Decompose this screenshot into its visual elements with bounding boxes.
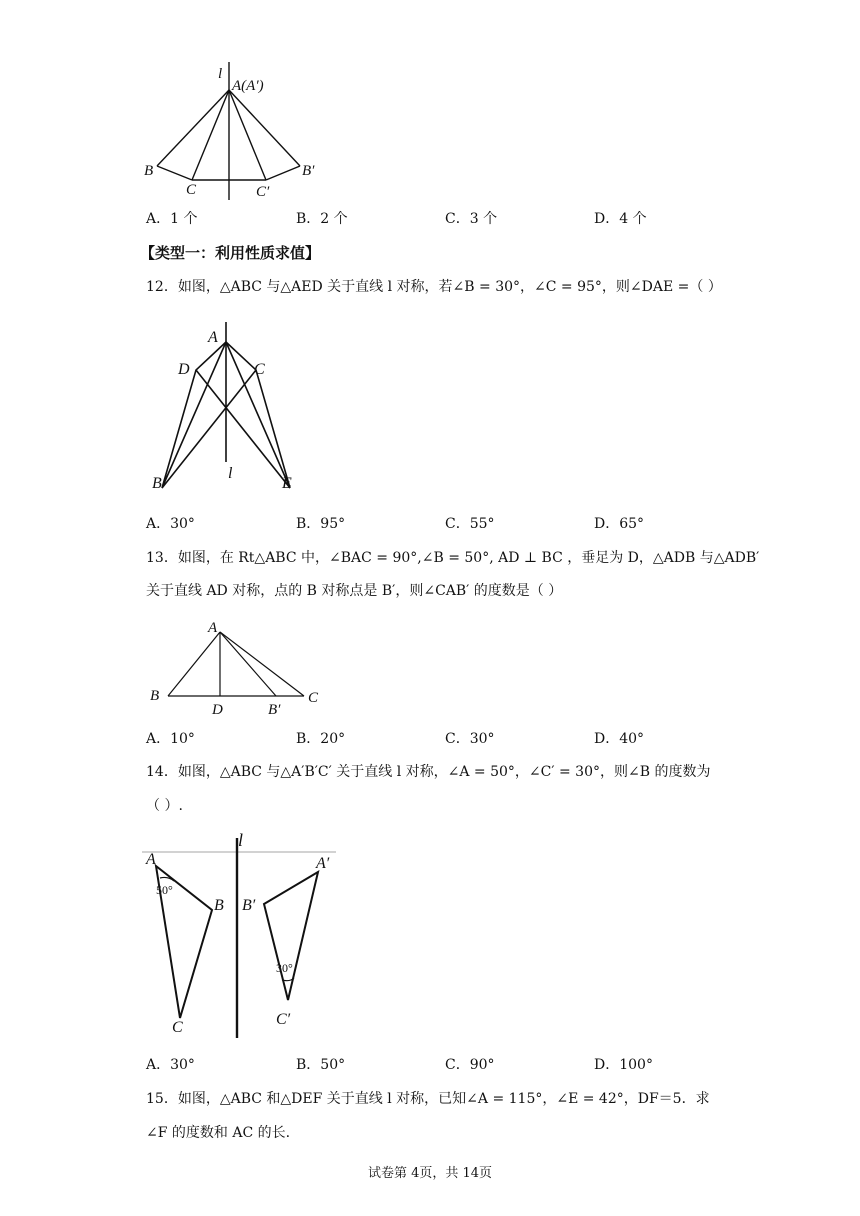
q11-option-a[interactable]: A．1 个 (146, 211, 198, 227)
label-a-prime: A′ (316, 855, 330, 872)
label-b: B (152, 475, 162, 492)
label-e: E (282, 475, 292, 492)
section-heading: 【类型一：利用性质求值】 (140, 244, 321, 262)
q13-option-b[interactable]: B．20° (296, 731, 346, 747)
label-d: D (212, 702, 223, 716)
label-b-prime: B′ (242, 897, 256, 914)
label-l: l (218, 66, 223, 82)
q14-stem-line1: 14．如图，△ABC 与△A′B′C′ 关于直线 l 对称，∠A = 50°，∠C′ = 30°，则∠B 的度数为 (146, 764, 711, 780)
q13-option-d[interactable]: D．40° (594, 731, 645, 747)
figure-q13 (146, 616, 326, 716)
q14-option-a[interactable]: A．30° (146, 1057, 195, 1073)
label-a: A (208, 329, 218, 346)
q13-stem-line2: 关于直线 AD 对称，点的 B 对称点是 B′，则∠CAB′ 的度数是（ ） (146, 583, 563, 599)
label-angle-a: 50° (156, 883, 173, 897)
label-angle-c-prime: 30° (276, 961, 293, 975)
q14-stem-line2: （ ）. (146, 798, 183, 814)
q13-stem-line1: 13．如图，在 Rt△ABC 中，∠BAC = 90°,∠B = 50°, AD ⊥ BC ，垂足为 D，△ADB 与△ADB′ (146, 550, 760, 566)
label-b: B (150, 688, 160, 704)
q11-option-b[interactable]: B．2 个 (296, 211, 348, 227)
label-b-prime: B′ (268, 702, 281, 716)
q14-option-d[interactable]: D．100° (594, 1057, 653, 1073)
q14-option-c[interactable]: C．90° (445, 1057, 495, 1073)
label-a: A (208, 620, 218, 636)
label-apex: A(A′) (232, 78, 264, 94)
q13-option-c[interactable]: C．30° (445, 731, 495, 747)
label-c: C (172, 1019, 183, 1036)
q12-option-b[interactable]: B．95° (296, 516, 346, 532)
label-c: C (254, 361, 265, 378)
q12-option-c[interactable]: C．55° (445, 516, 495, 532)
page-footer: 试卷第 4页，共 14页 (367, 1166, 493, 1181)
figure-q12 (148, 320, 308, 496)
label-l: l (238, 832, 244, 850)
label-l: l (228, 465, 233, 482)
q13-option-a[interactable]: A．10° (146, 731, 195, 747)
label-b: B (144, 163, 154, 179)
label-c: C (186, 182, 197, 198)
q12-option-d[interactable]: D．65° (594, 516, 645, 532)
q15-stem-line2: ∠F 的度数和 AC 的长. (146, 1125, 291, 1141)
figure-q11 (140, 62, 320, 202)
q11-option-c[interactable]: C．3 个 (445, 211, 498, 227)
figure-q14 (140, 832, 350, 1042)
q11-option-d[interactable]: D．4 个 (594, 211, 647, 227)
label-c: C (308, 690, 319, 706)
q12-option-a[interactable]: A．30° (146, 516, 195, 532)
label-c-prime: C′ (276, 1011, 291, 1028)
label-c-prime: C′ (256, 184, 270, 200)
label-b-prime: B′ (302, 163, 315, 179)
q12-stem: 12．如图，△ABC 与△AED 关于直线 l 对称，若∠B = 30°，∠C = 95°，则∠DAE =（ ） (146, 279, 722, 295)
label-a: A (146, 851, 156, 868)
label-b: B (214, 897, 224, 914)
q14-option-b[interactable]: B．50° (296, 1057, 346, 1073)
label-d: D (178, 361, 190, 378)
q15-stem-line1: 15．如图，△ABC 和△DEF 关于直线 l 对称，已知∠A = 115°，∠E = 42°，DF＝5．求 (146, 1091, 710, 1107)
